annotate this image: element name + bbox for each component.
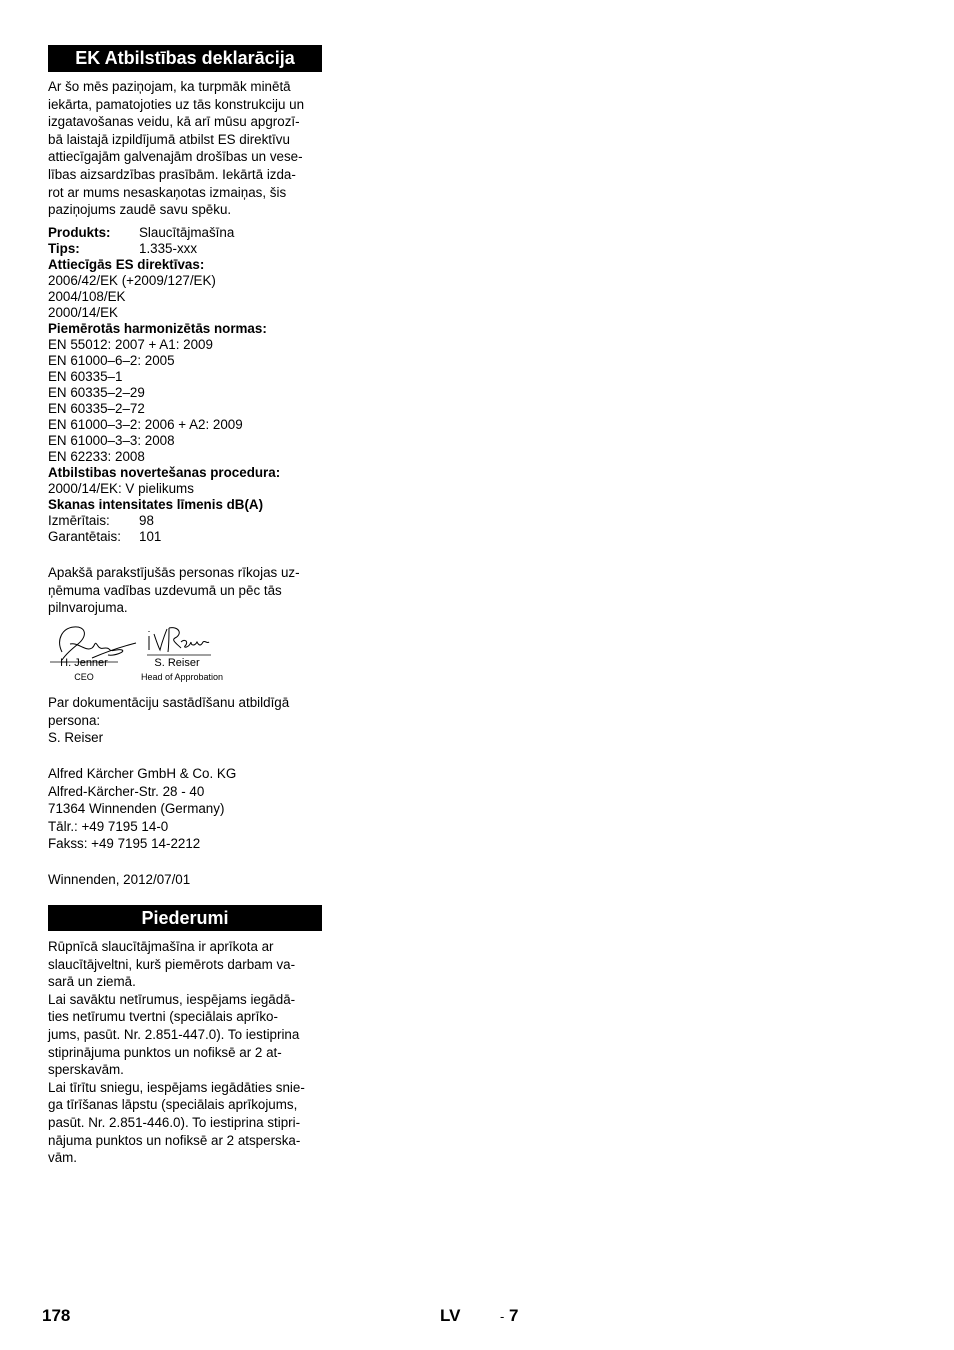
directive-item: 2004/108/EK [48, 289, 126, 304]
declaration-intro [48, 78, 322, 219]
procedure-label: Atbilstibas novertešanas procedura: [48, 465, 281, 480]
measured-value: 98 [139, 513, 154, 528]
accessories-line: sarā un ziemā. [48, 974, 136, 990]
signer2-name: S. Reiser [154, 657, 200, 669]
accessories-line: pasūt. Nr. 2.851-446.0). To iestiprina stipri- [48, 1114, 301, 1130]
standard-item: EN 61000–6–2: 2005 [48, 353, 175, 368]
doc-person-line: persona: [48, 712, 101, 728]
address-line: Fakss: +49 7195 14-2212 [48, 836, 201, 852]
product-value: Slaucītājmašīna [139, 225, 235, 240]
intro-line: izgatavošanas veidu, kā arī mūsu apgrozī- [48, 114, 300, 130]
type-label: Tips: [48, 241, 80, 256]
product-label: Produkts: [48, 225, 111, 240]
accessories-line: Rūpnīcā slaucītājmašīna ir aprīkota ar [48, 939, 274, 954]
language-code: LV [440, 1306, 461, 1325]
standard-item: EN 61000–3–2: 2006 + A2: 2009 [48, 417, 243, 432]
standard-item: EN 55012: 2007 + A1: 2009 [48, 337, 213, 352]
guaranteed-label: Garantētais: [48, 529, 121, 544]
accessories-line: slaucītājveltni, kurš piemērots darbam va- [48, 956, 296, 972]
declaration-details [48, 225, 322, 545]
directive-item: 2000/14/EK [48, 305, 118, 320]
measured-label: Izmērītais: [48, 513, 110, 528]
standard-item: EN 60335–2–72 [48, 401, 145, 416]
place-date: Winnenden, 2012/07/01 [48, 872, 191, 887]
accessories-line: nājuma punktos un nofiksē ar 2 atsperska- [48, 1132, 301, 1148]
standard-item: EN 61000–3–3: 2008 [48, 433, 175, 448]
intro-line: iekārta, pamatojoties uz tās konstrukciju un [48, 96, 305, 112]
intro-line: lības aizsardzības prasībām. Iekārtā izda- [48, 166, 296, 182]
accessories-text [48, 938, 322, 1167]
signer2-role: Head of Approbation [140, 672, 224, 682]
address-line: Tālr.: +49 7195 14-0 [48, 818, 169, 834]
accessories-line: ties netīrumu tvertni (speciālais aprīko- [48, 1009, 278, 1025]
intro-line: bā laistajā izpildījumā atbilst ES direktīvu [48, 131, 290, 147]
signers-intro-line: pilnvarojuma. [48, 600, 128, 616]
signers-intro-line: ņēmuma vadības uzdevumā un pēc tās [48, 582, 282, 598]
address-line: Alfred Kärcher GmbH & Co. KG [48, 766, 237, 781]
footer-dash: - [500, 1309, 505, 1324]
noise-label: Skanas intensitates līmenis dB(A) [48, 497, 264, 512]
accessories-line: Lai savāktu netīrumus, iespējams iegādā- [48, 991, 296, 1007]
signers-intro-line: Apakšā parakstījušās personas rīkojas uz- [48, 565, 300, 580]
declaration-heading: EK Atbilstības deklarācija [48, 45, 322, 72]
signer1-name: H. Jenner [60, 657, 108, 669]
standard-item: EN 62233: 2008 [48, 449, 145, 464]
section-number: 7 [509, 1306, 519, 1325]
accessories-line: sperskavām. [48, 1062, 124, 1078]
company-address [48, 765, 322, 853]
doc-person-line: Par dokumentāciju sastādīšanu atbildīgā [48, 695, 290, 710]
procedure-value: 2000/14/EK: V pielikums [48, 481, 194, 496]
signers-intro [48, 564, 322, 617]
signature-reiser [145, 624, 213, 658]
page-number: 178 [42, 1306, 71, 1325]
guaranteed-row [48, 529, 322, 545]
guaranteed-value: 101 [139, 529, 162, 544]
intro-line: attiecīgajām galvenajām drošības un vese- [48, 149, 303, 165]
signer1-role: CEO [74, 672, 94, 682]
directives-label: Attiecīgās ES direktīvas: [48, 257, 205, 272]
address-line: 71364 Winnenden (Germany) [48, 801, 225, 817]
intro-line: paziņojums zaudē savu spēku. [48, 202, 232, 218]
standards-label: Piemērotās harmonizētās normas: [48, 321, 267, 336]
doc-person-line: S. Reiser [48, 730, 104, 746]
type-row [48, 241, 322, 257]
accessories-line: ga tīrīšanas lāpstu (speciālais aprīkojums, [48, 1097, 298, 1113]
directive-item: 2006/42/EK (+2009/127/EK) [48, 273, 216, 288]
accessories-line: vām. [48, 1150, 78, 1166]
product-row [48, 225, 322, 241]
measured-row [48, 513, 322, 529]
standard-item: EN 60335–2–29 [48, 385, 145, 400]
accessories-line: jums, pasūt. Nr. 2.851-447.0). To iestiprina [48, 1026, 300, 1042]
address-line: Alfred-Kärcher-Str. 28 - 40 [48, 783, 205, 799]
accessories-heading: Piederumi [48, 905, 322, 931]
type-value: 1.335-xxx [139, 241, 198, 256]
accessories-line: stiprinājuma punktos un nofiksē ar 2 at- [48, 1044, 282, 1060]
doc-person [48, 694, 322, 747]
intro-line: rot ar mums nesaskaņotas izmaiņas, šis [48, 184, 287, 200]
intro-line: Ar šo mēs paziņojam, ka turpmāk minētā [48, 79, 291, 94]
standard-item: EN 60335–1 [48, 369, 123, 384]
accessories-line: Lai tīrītu sniegu, iespējams iegādāties snie- [48, 1079, 305, 1095]
